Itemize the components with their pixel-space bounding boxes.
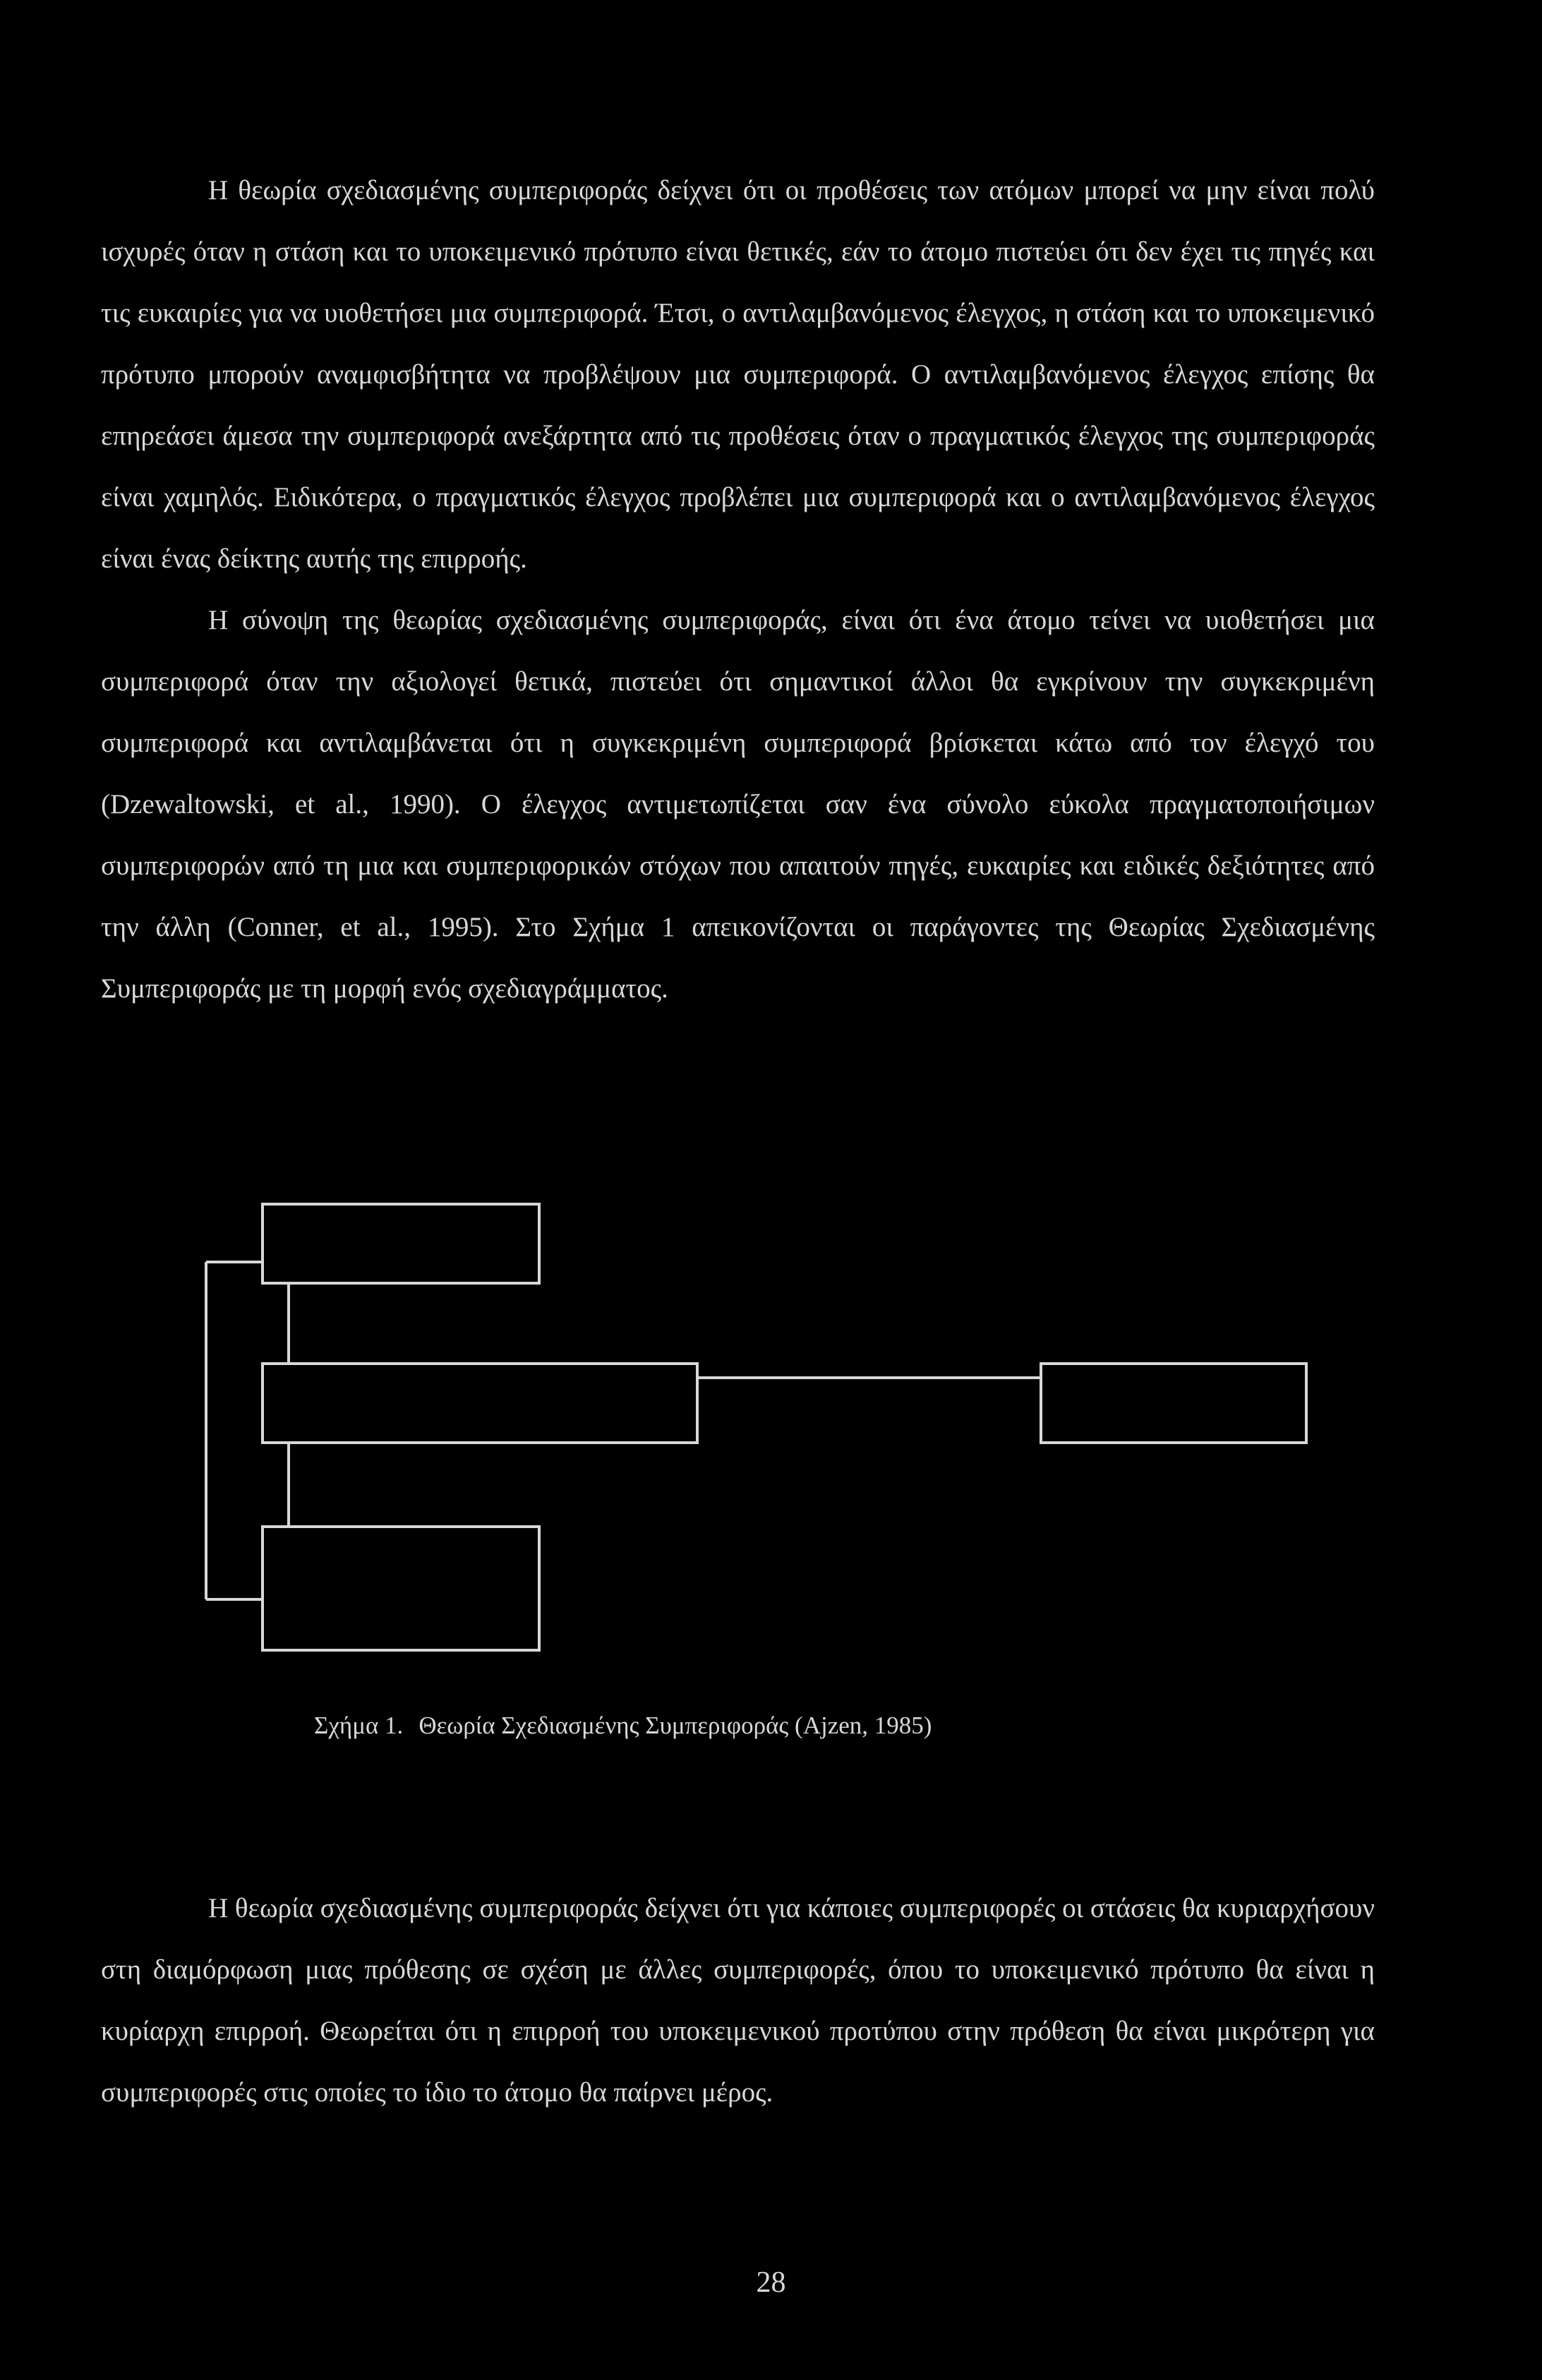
paragraph-2: Η σύνοψη της θεωρίας σχεδιασμένης συμπεριφοράς, είναι ότι ένα άτομο τείνει να υιοθετήσει μια συμπεριφορά όταν την αξιολογεί θετικά, πιστεύει ότι σημαντικοί άλλοι θα εγκρίνουν την συγκεκριμένη συμπεριφορά και αντιλαμβάνεται ότι η συγκεκριμένη συμπεριφορά βρίσκεται κάτω από τον έλεγχό του (Dzewaltowski, et al., 1990). Ο έλεγχος αντιμετωπίζεται σαν ένα σύνολο εύκολα πραγματοποιήσιμων συμπεριφορών από τη μια και συμπεριφορικών στόχων που απαιτούν πηγές, ευκαιρίες και ειδικές δεξιότητες από την άλλη (Conner, et al., 1995). Στο Σχήμα 1 απεικονίζονται οι παράγοντες της Θεωρίας Σχεδιασμένης Συμπεριφοράς με τη μορφή ενός σχεδιαγράμματος.: [101, 605, 1375, 1004]
diagram-box-middle-right: [1041, 1364, 1306, 1443]
diagram-box-bottom: [263, 1527, 539, 1650]
page-number: 28: [756, 2266, 786, 2299]
figure-caption: [314, 1712, 932, 1740]
text-block-lower: [101, 1877, 1375, 2123]
figure-caption-label: Σχήμα 1.: [314, 1712, 404, 1739]
figure-caption-text: Θεωρία Σχεδιασμένης Συμπεριφοράς (Ajzen, 1985): [418, 1712, 932, 1739]
paragraph-1: Η θεωρία σχεδιασμένης συμπεριφοράς δείχνει ότι οι προθέσεις των ατόμων μπορεί να μην είναι πολύ ισχυρές όταν η στάση και το υποκειμενικό πρότυπο είναι θετικές, εάν το άτομο πιστεύει ότι δεν έχει τις πηγές και τις ευκαιρίες για να υιοθετήσει μια συμπεριφορά. Έτσι, ο αντιλαμβανόμενος έλεγχος, η στάση και το υποκειμενικό πρότυπο μπορούν αναμφισβήτητα να προβλέψουν μια συμπεριφορά. Ο αντιλαμβανόμενος έλεγχος επίσης θα επηρεάσει άμεσα την συμπεριφορά ανεξάρτητα από τις προθέσεις όταν ο πραγματικός έλεγχος της συμπεριφοράς είναι χαμηλός. Ειδικότερα, ο πραγματικός έλεγχος προβλέπει μια συμπεριφορά και ο αντιλαμβανόμενος έλεγχος είναι ένας δείκτης αυτής της επιρροής.: [101, 175, 1375, 574]
paragraph-3: Η θεωρία σχεδιασμένης συμπεριφοράς δείχνει ότι για κάποιες συμπεριφορές οι στάσεις θα κυριαρχήσουν στη διαμόρφωση μιας πρόθεσης σε σχέση με άλλες συμπεριφορές, όπου το υποκειμενικό πρότυπο θα είναι η κυρίαρχη επιρροή. Θεωρείται ότι η επιρροή του υποκειμενικού προτύπου στην πρόθεση θα είναι μικρότερη για συμπεριφορές στις οποίες το ίδιο το άτομο θα παίρνει μέρος.: [101, 1893, 1375, 2108]
diagram-box-middle-left: [263, 1364, 697, 1443]
diagram-box-top: [263, 1204, 539, 1283]
